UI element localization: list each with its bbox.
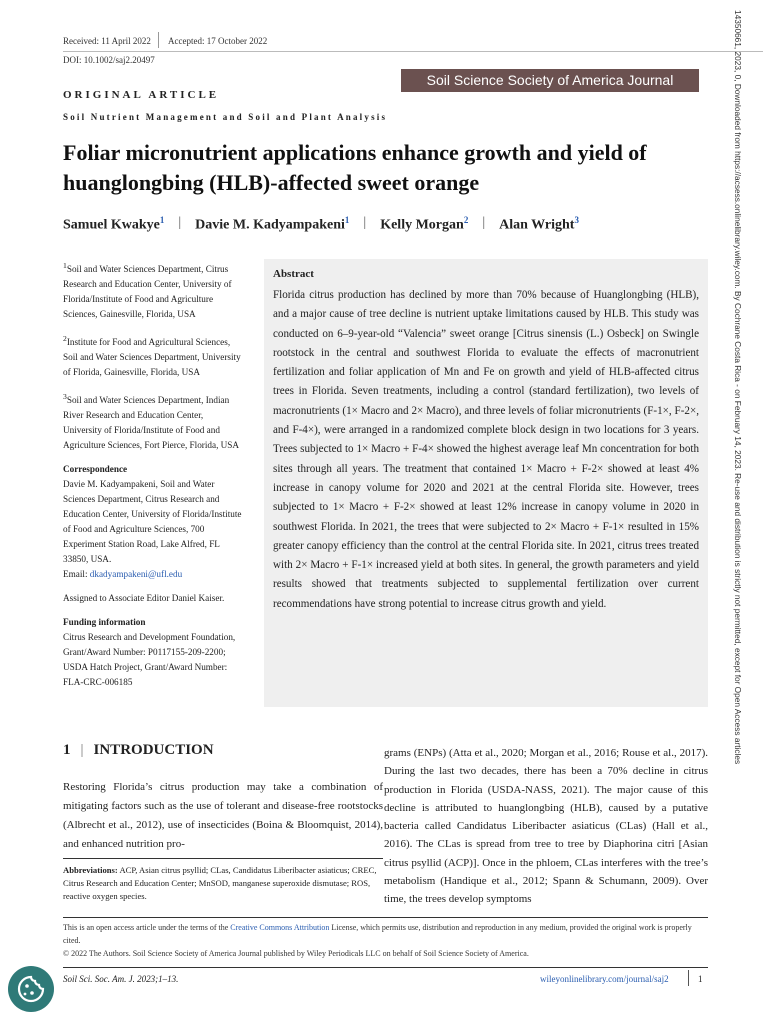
intro-text-right: grams (ENPs) (Atta et al., 2020; Morgan et al., 2016; Rouse et al., 2017). During the last two decades, there has been a 70% decline in citrus production in Florida (USDA-NASS, 2021). The major cause of this decline is attributed to huanglongbing (HLB), caused by a putative bacteria called Candidatus Liberibacter asiaticus (CLas) (Hall et al., 2016). The CLas is spread from tree to tree by Diaphorina citri [Asian citrus psyllid (ACP)]. Once in the phloem, CLas interferes with the tree’s metabolism (Handique et al., 2012; Spann & Schumann, 2009). Over time, the trees develop symptoms	[384, 747, 708, 906]
article-section: Soil Nutrient Management and Soil and Plant Analysis	[63, 112, 388, 122]
author-separator: |	[482, 215, 486, 230]
author-list	[63, 215, 579, 234]
editor-note: Assigned to Associate Editor Daniel Kaiser.	[63, 593, 225, 604]
affiliation: $^2$Institute for Food and Agricultural Sciences, Soil and Water Sciences Department, University of Florida, Gainesville, Florida, USA	[63, 334, 241, 378]
header-rule	[63, 51, 763, 52]
accepted-date: Accepted: 17 October 2022	[168, 36, 268, 46]
email-link[interactable]: dkadyampakeni@ufl.edu	[89, 569, 183, 580]
article-title: Foliar micronutrient applications enhance growth and yield of huanglongbing (HLB)-affected sweet orange	[63, 140, 647, 195]
journal-url[interactable]: wileyonlinelibrary.com/journal/saj2	[540, 974, 669, 984]
article-type: ORIGINAL ARTICLE	[63, 89, 220, 101]
section-heading: 1 | INTRODUCTION	[63, 742, 214, 758]
abstract-text: Florida citrus production has declined by more than 70% because of Huanglongbing (HLB), and a major cause of tree decline is nutrient uptake limitations caused by HLB. This study was conducted on 6–9-year-old “Valencia” sweet orange [Citrus sinensis (L.) Osbeck] on Swingle rootstock in the central and southwest Florida to evaluate the effects of macronutrient fertilization and foliar application of Mn and Fe on growth and yield of HLB-affected citrus trees in Florida. Seven treatments, including a control (standard fertilization), two levels of macronutrients (1× Macro and 2× Macro), and three levels of foliar micronutrients (F-1×, F-2×, and F-4×), were arranged in a randomized complete block design in two locations for 3 years. Trees subjected to 1× Macro + F-4× showed the highest average leaf Mn concentration for both sites through all years. The treatment that contained 1× Macro + F-2× showed at least 4% increase in canopy volume for 2020 and 2021 at the central Florida site. However, trees subjected to 1× Macro + F-2× showed at least 12% increase in canopy volume in 2020 in southwest Florida. In 2021, the trees that were subjected to 2× Macro + F-1× resulted in 15% greater canopy efficiency than the control at the central Florida site. In 2021, citrus trees treated with 2× Macro + F-1× increased yield at both sites. In general, the growth parameters and yield results showed that treatments subjected to supplemental fertilization over current recommendations have strong potential to increase citrus growth and yield.	[273, 289, 699, 610]
funding-text: Citrus Research and Development Foundation, Grant/Award Number: P0117155-209-2200; USDA Hatch Project, Grant/Award Number: FLA-CRC-006185	[63, 632, 236, 688]
footer-rule	[63, 917, 708, 918]
page-divider	[688, 970, 689, 986]
correspondence-heading: Correspondence	[63, 464, 128, 475]
journal-banner[interactable]: Soil Science Society of America Journal	[401, 69, 699, 92]
affiliation: $^3$Soil and Water Sciences Department, Indian River Research and Education Center, University of Florida/Institute of Food and Agriculture Sciences, Fort Pierce, Florida, USA	[63, 392, 240, 451]
citation: Soil Sci. Soc. Am. J. 2023;1–13.	[63, 974, 179, 984]
article-info-column	[63, 258, 243, 699]
author[interactable]: Kelly Morgan$^2$	[380, 215, 469, 233]
abstract-box	[264, 259, 708, 707]
license-notice: This is an open access article under the terms of the Creative Commons Attribution License, which permits use, distribution and reproduction in any medium, provided the original work is properly cited. © 2022 The Authors. Soil Science Society of America Journal published by Wiley Periodicals LLC on behalf of Soil Science Society of America.	[63, 923, 692, 958]
received-date: Received: 11 April 2022	[63, 36, 151, 46]
author[interactable]: Davie M. Kadyampakeni$^1$	[195, 215, 350, 233]
abbreviations: Abbreviations: ACP, Asian citrus psyllid; CLas, Candidatus Liberibacter asiaticus; CREC, Citrus Research and Education Center; MnSOD, manganese superoxide dismutase; ROS, reactive oxygen species.	[63, 865, 377, 901]
author[interactable]: Alan Wright$^3$	[499, 215, 579, 233]
header-divider	[158, 32, 159, 48]
footnote-rule	[63, 858, 383, 859]
license-link[interactable]: Creative Commons Attribution	[230, 923, 330, 932]
page-number: 1	[698, 974, 703, 984]
bottom-rule	[63, 967, 708, 968]
author[interactable]: Samuel Kwakye$^1$	[63, 215, 165, 233]
doi[interactable]: DOI: 10.1002/saj2.20497	[63, 55, 155, 65]
cookie-settings-button[interactable]	[8, 966, 54, 1012]
copyright: © 2022 The Authors. Soil Science Society of America Journal published by Wiley Periodicals LLC on behalf of Soil Science Society of America.	[63, 949, 529, 958]
author-separator: |	[363, 215, 367, 230]
affiliation: $^1$Soil and Water Sciences Department, Citrus Research and Education Center, University of Florida/Institute of Food and Agriculture Sciences, Gainesville, Florida, USA	[63, 261, 232, 320]
abstract-heading: Abstract	[273, 268, 314, 280]
funding-heading: Funding information	[63, 617, 146, 628]
download-notice: 14350661, 2023, 0, Downloaded from https://acsess.onlinelibrary.wiley.com. By Cochrane Costa Rica - on February 14, 2023. Re-use and distribution is strictly not permitted, except for Open Access articles	[733, 10, 743, 765]
author-separator: |	[178, 215, 182, 230]
correspondence-text: Davie M. Kadyampakeni, Soil and Water Sciences Department, Citrus Research and Education Center, University of Florida/Institute of Food and Agriculture Sciences, 700 Experiment Station Road, Lake Alfred, FL 33850, USA. Email: dkadyampakeni@ufl.edu	[63, 479, 242, 580]
intro-text-left: Restoring Florida’s citrus production may take a combination of mitigating factors such as the use of tolerant and disease-free rootstocks (Albrecht et al., 2012), use of insecticides (Boina & Bloomquist, 2014), and enhanced nutrition pro-	[63, 781, 383, 850]
cookie-icon	[8, 966, 54, 1012]
